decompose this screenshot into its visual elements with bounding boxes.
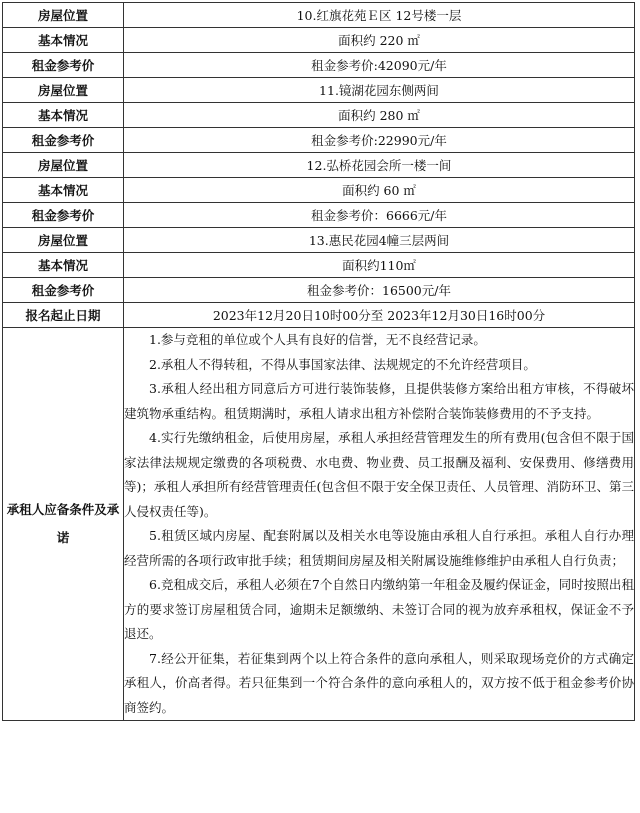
term-item: 6.竞租成交后，承租人必须在7个自然日内缴纳第一年租金及履约保证金，同时按照出租方的要求签订房屋租赁合同，逾期未足额缴纳、未签订合同的视为放弃承租权，保证金不予退还。 — [124, 577, 634, 641]
table-row — [3, 178, 635, 203]
term-item: 7.经公开征集，若征集到两个以上符合条件的意向承租人，则采取现场竞价的方式确定承租人，价高者得。若只征集到一个符合条件的意向承租人的，双方按不低于租金参考价协商签约。 — [124, 650, 634, 715]
term-item: 2.承租人不得转租，不得从事国家法律、法规规定的不允许经营项目。 — [149, 356, 536, 372]
registration-period-label: 报名起止日期 — [3, 303, 124, 328]
rent-label: 租金参考价 — [3, 128, 124, 153]
property-location: 12.弘桥花园会所一楼一间 — [124, 153, 635, 178]
terms-label: 承租人应备条件及承诺 — [3, 328, 124, 721]
location-label: 房屋位置 — [3, 3, 124, 28]
rent-label: 租金参考价 — [3, 278, 124, 303]
property-rent: 租金参考价:42090元/年 — [124, 53, 635, 78]
location-label: 房屋位置 — [3, 153, 124, 178]
table-row — [3, 203, 635, 228]
table-row — [3, 328, 635, 721]
property-area: 面积约 280 ㎡ — [124, 103, 635, 128]
table-row — [3, 153, 635, 178]
property-location: 10.红旗花苑Ｅ区 12号楼一层 — [124, 3, 635, 28]
table-row — [3, 103, 635, 128]
table-row — [3, 303, 635, 328]
property-lease-table — [2, 2, 635, 721]
basic-info-label: 基本情况 — [3, 253, 124, 278]
location-label: 房屋位置 — [3, 78, 124, 103]
property-rent: 租金参考价:22990元/年 — [124, 128, 635, 153]
table-row — [3, 253, 635, 278]
property-rent: 租金参考价：16500元/年 — [124, 278, 635, 303]
property-area: 面积约 60 ㎡ — [124, 178, 635, 203]
table-row — [3, 78, 635, 103]
table-row — [3, 3, 635, 28]
property-area: 面积约110㎡ — [124, 253, 635, 278]
table-row — [3, 228, 635, 253]
basic-info-label: 基本情况 — [3, 28, 124, 53]
property-location: 13.惠民花园4幢三层两间 — [124, 228, 635, 253]
table-row — [3, 278, 635, 303]
term-item: 4.实行先缴纳租金，后使用房屋，承租人承担经营管理发生的所有费用(包含但不限于国家法律法规规定缴费的各项税费、水电费、物业费、员工报酬及福利、安保费用、修缮费用等)；承租人承担所有经营管理责任(包含但不限于安全保卫责任、人员管理、消防环卫、第三人侵权责任等)。 — [124, 430, 634, 519]
term-item: 3.承租人经出租方同意后方可进行装饰装修，且提供装修方案给出租方审核，不得破坏建筑物承重结构。租赁期满时，承租人请求出租方补偿附合装饰装修费用的不予支持。 — [124, 381, 634, 421]
terms-list — [124, 328, 635, 721]
term-item: 5.租赁区域内房屋、配套附属以及相关水电等设施由承租人自行承担。承租人自行办理经营所需的各项行政审批手续；租赁期间房屋及相关附属设施维修维护由承租人自行负责； — [124, 528, 634, 568]
property-location: 11.镜湖花园东侧两间 — [124, 78, 635, 103]
table-row — [3, 53, 635, 78]
registration-period: 2023年12月20日10时00分至 2023年12月30日16时00分 — [124, 303, 635, 328]
rent-label: 租金参考价 — [3, 53, 124, 78]
property-rent: 租金参考价：6666元/年 — [124, 203, 635, 228]
location-label: 房屋位置 — [3, 228, 124, 253]
rent-label: 租金参考价 — [3, 203, 124, 228]
table-row — [3, 128, 635, 153]
basic-info-label: 基本情况 — [3, 178, 124, 203]
table-row — [3, 28, 635, 53]
basic-info-label: 基本情况 — [3, 103, 124, 128]
term-item: 1.参与竞租的单位或个人具有良好的信誉，无不良经营记录。 — [149, 332, 486, 347]
property-area: 面积约 220 ㎡ — [124, 28, 635, 53]
